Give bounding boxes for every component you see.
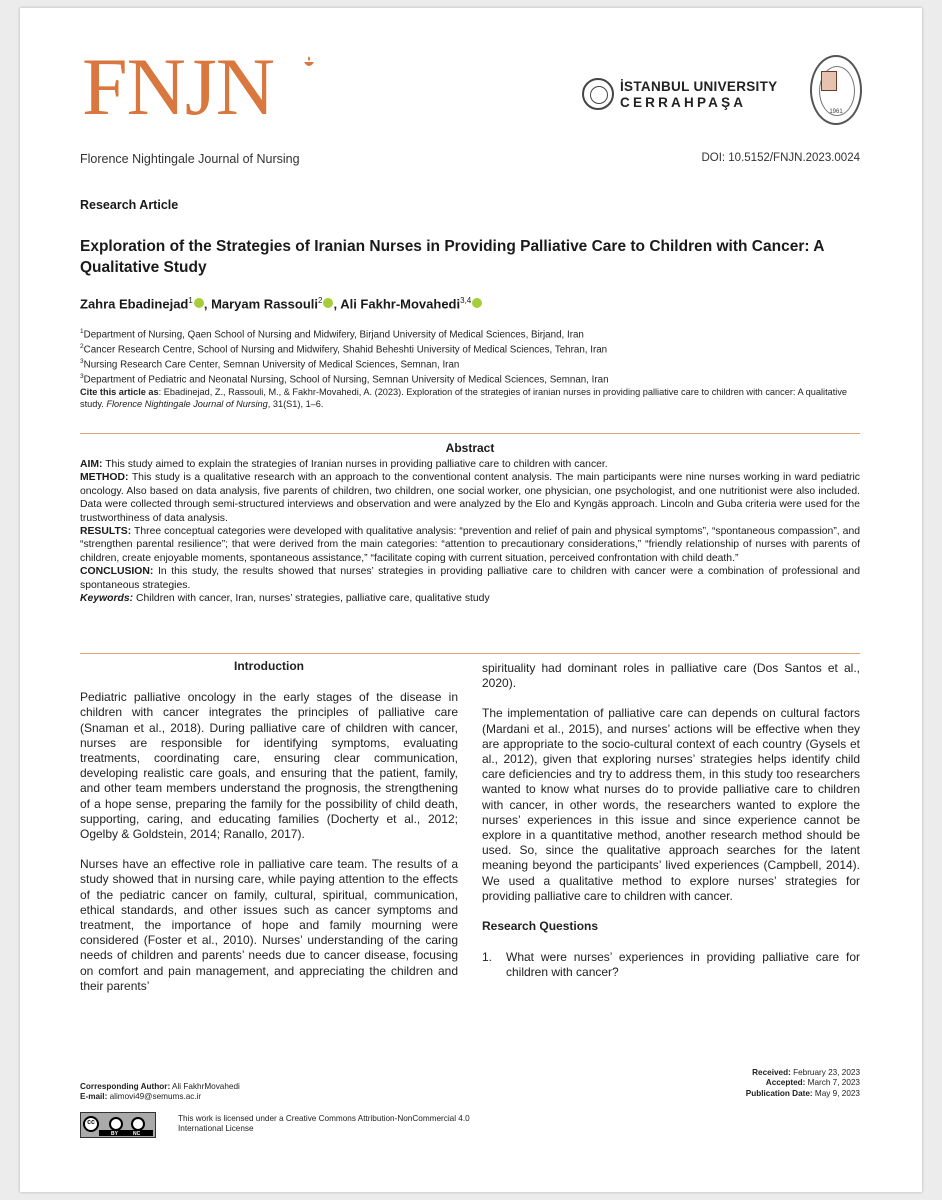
orcid-icon[interactable] xyxy=(472,298,482,308)
abstract-keywords: Keywords: Children with cancer, Iran, nurses’ strategies, palliative care, qualitative study xyxy=(80,593,490,605)
left-column xyxy=(80,659,458,1009)
list-item: 1. What were nurses’ experiences in providing palliative care for children with cancer? xyxy=(482,950,860,980)
affiliation: $^2$Cancer Research Centre, School of Nursing and Midwifery, Shahid Beheshti University of Medical Sciences, Tehran, Iran xyxy=(80,342,608,356)
right-column xyxy=(482,661,860,981)
paragraph: Pediatric palliative oncology in the early stages of the disease in children with cancer integrates the principles of palliative care (Snaman et al., 2018). During palliative care of children with cancer, nurses are responsible for identifying symptoms, evaluating treatments, coordinating care, ensuring clear communication, developing realistic care goals, and ensuring that the patient, family, and other team members understand the prognosis, the strengthening of a hope sense, preparing the family for the possibility of child death, supporting, caring, and educating families (Docherty et al., 2012; Ogelby & Goldstein, 2014; Ranallo, 2017). xyxy=(80,690,458,842)
university-subname: CERRAHPAŞA xyxy=(620,95,747,110)
university-logo xyxy=(582,76,782,112)
affiliation: $^1$Department of Nursing, Qaen School of Nursing and Midwifery, Birjand University of Medical Sciences, Birjand, Iran xyxy=(80,328,584,341)
doi[interactable]: DOI: 10.5152/FNJN.2023.0024 xyxy=(701,152,860,164)
author-list: Zahra Ebadinejad$^1$ , Maryam Rassouli$^2$ , Ali Fakhr-Movahedi$^{3,4}$ xyxy=(80,296,482,311)
article-dates: Received: February 23, 2023 Accepted: March 7, 2023 Publication Date: May 9, 2023 xyxy=(745,1068,860,1098)
paragraph: The implementation of palliative care can depends on cultural factors (Mardani et al., 2015), and nurses’ actions will be effective when they are appropriate to the socio-cultural context of each country (Gysels et al., 2012), given that exploring nurses’ strategies helps identify child care deficiencies and try to address them, in this study too researchers wanted to know what nurses do to provide palliative care to children with cancer, in other words, the researchers wanted to explore the nurses’ experiences in this issue and since experience cannot be explore in a quantitative method, another research method should be used. So, since the qualitative approach searches for the latent meaning beyond the participants’ lived experiences (Campbell, 2014). We used a qualitative method to explore nurses’ strategies for providing palliative care to children with cancer. xyxy=(482,706,860,903)
noncommercial-icon xyxy=(131,1117,145,1131)
university-name: İSTANBUL UNIVERSITY xyxy=(620,79,778,94)
attribution-icon xyxy=(109,1117,123,1131)
affiliations xyxy=(80,326,880,385)
creative-commons-badge[interactable]: cc BY NC xyxy=(80,1112,156,1138)
book-icon xyxy=(821,71,837,91)
paragraph: Nurses have an effective role in palliative care team. The results of a study showed that in nursing care, while paying attention to the effects of the pediatric cancer on family, cultural, spiritual, communication, ethical standards, and other issues such as cancer symptoms and treatment, the importance of hope and family mourning were considered (Foster et al., 2010). Nurses’ understanding of the caring needs of children and parents’ needs due to cancer disease, focusing on comfort and pain management, and appreciating the children and their parents’ xyxy=(80,857,458,993)
article-type: Research Article xyxy=(80,198,179,212)
abstract-method: METHOD: This study is a qualitative research with an approach to the conventional content analysis. The main participants were nine nurses working in ward pediatric oncology. Also based on data analysis, five parents of children, two children, one social worker, one physician, one psychologist, and one nutritionist were also included. Data were collected through semi-structured interviews and observation and were analyzed by the Elo and Kyngäs approach. Lincoln and Guba criteria were used for the trustworthiness of data analysis. xyxy=(80,472,860,524)
author-name: Ali Fakhr-Movahedi xyxy=(340,296,461,312)
research-questions-heading: Research Questions xyxy=(482,919,599,934)
divider xyxy=(80,653,860,654)
logo-flame-icon xyxy=(302,56,316,70)
license-text: This work is licensed under a Creative Commons Attribution-NonCommercial 4.0 International License xyxy=(178,1114,470,1134)
cc-icon: cc xyxy=(83,1116,99,1132)
article-title: Exploration of the Strategies of Iranian Nurses in Providing Palliative Care to Children with Cancer: A Qualitative Study xyxy=(80,238,824,276)
author-name: Maryam Rassouli xyxy=(211,296,318,312)
author-name: Zahra Ebadinejad xyxy=(80,296,189,312)
abstract-aim: AIM: This study aimed to explain the strategies of Iranian nurses in providing palliative care to children with cancer. xyxy=(80,459,608,470)
article-page xyxy=(20,8,922,1192)
affiliation: $^3$Department of Pediatric and Neonatal Nursing, School of Nursing, Semnan University of Medical Sciences, Semnan, Iran xyxy=(80,372,609,385)
email-link[interactable]: alimovi49@semums.ac.ir xyxy=(107,1092,202,1102)
abstract-body xyxy=(80,458,860,605)
orcid-icon[interactable] xyxy=(323,298,333,308)
introduction-heading: Introduction xyxy=(234,659,304,673)
paragraph: spirituality had dominant roles in palliative care (Dos Santos et al., 2020). xyxy=(482,661,860,691)
orcid-icon[interactable] xyxy=(194,298,204,308)
seal-year: 1961 xyxy=(829,109,843,115)
abstract-conclusion: CONCLUSION: In this study, the results showed that nurses’ strategies in providing palliative care to children with cancer were a combination of professional and spontaneous strategies. xyxy=(80,566,860,591)
citation: Cite this article as: Ebadinejad, Z., Rassouli, M., & Fakhr-Movahedi, A. (2023). Exploration of the strategies of iranian nurses in providing palliative care to children with cancer: A qualitative study. Florence Nightingale Journal of Nursing, 31(S1), 1–6. xyxy=(80,387,848,409)
journal-name: Florence Nightingale Journal of Nursing xyxy=(80,152,300,166)
corresponding-author: Corresponding Author: Ali FakhrMovahedi E-mail: alimovi49@semums.ac.ir xyxy=(80,1082,240,1102)
abstract-results: RESULTS: Three conceptual categories were developed with qualitative analysis: “prevention and relief of pain and physical symptoms”, “spontaneous compassion”, and “strengthen parental resilience”; that were derived from the main categories: “attention to precautionary considerations,” “friendly relationship of nurses with parents of children, create enjoyable moments, spontaneous assistance,” “facilitate coping with current situation, perceived confrontation with child death.” xyxy=(80,526,860,564)
journal-logo: FNJN xyxy=(82,41,274,132)
divider xyxy=(80,433,860,434)
abstract-heading: Abstract xyxy=(445,441,495,455)
university-seal-icon xyxy=(582,78,614,110)
affiliation: $^3$Nursing Research Care Center, Semnan University of Medical Sciences, Semnan, Iran xyxy=(80,357,460,370)
nursing-seal xyxy=(810,55,862,125)
